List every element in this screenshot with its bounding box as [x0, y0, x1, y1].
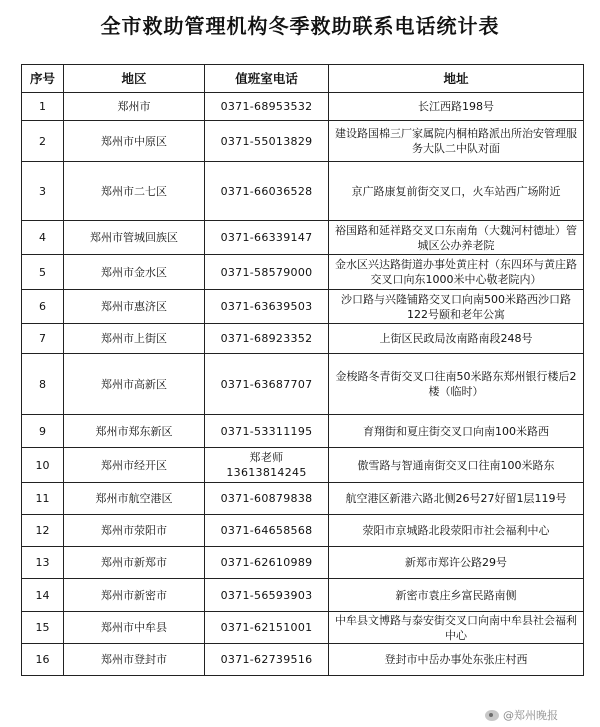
table-row — [22, 644, 584, 676]
row-phone: 0371-63639503 — [205, 290, 329, 324]
watermark-text: @郑州晚报 — [503, 709, 558, 722]
table-row — [22, 324, 584, 354]
row-number: 10 — [22, 448, 64, 483]
row-phone: 0371-62610989 — [205, 547, 329, 579]
page-title: 全市救助管理机构冬季救助联系电话统计表 — [100, 14, 500, 38]
row-number: 3 — [22, 162, 64, 221]
row-region: 郑州市经开区 — [64, 448, 205, 483]
table-row — [22, 483, 584, 515]
row-phone: 0371-62739516 — [205, 644, 329, 676]
table-row — [22, 448, 584, 483]
row-region: 郑州市航空港区 — [64, 483, 205, 515]
row-phone: 0371-55013829 — [205, 121, 329, 162]
row-address: 新密市袁庄乡富民路南侧 — [329, 579, 584, 612]
weibo-icon — [485, 710, 499, 721]
row-phone: 0371-58579000 — [205, 255, 329, 290]
row-number: 13 — [22, 547, 64, 579]
row-number: 12 — [22, 515, 64, 547]
row-number: 14 — [22, 579, 64, 612]
row-number: 16 — [22, 644, 64, 676]
row-address: 航空港区新港六路北侧26号27好留1层119号 — [329, 483, 584, 515]
row-region: 郑州市郑东新区 — [64, 415, 205, 448]
table-row — [22, 221, 584, 255]
row-region: 郑州市荥阳市 — [64, 515, 205, 547]
row-phone: 0371-53311195 — [205, 415, 329, 448]
row-number: 15 — [22, 612, 64, 644]
row-address: 荥阳市京城路北段荥阳市社会福利中心 — [329, 515, 584, 547]
row-number: 9 — [22, 415, 64, 448]
row-region: 郑州市新密市 — [64, 579, 205, 612]
row-address: 育翔街和夏庄街交叉口向南100米路西 — [329, 415, 584, 448]
row-region: 郑州市管城回族区 — [64, 221, 205, 255]
row-address: 新郑市郑许公路29号 — [329, 547, 584, 579]
table-row — [22, 255, 584, 290]
row-number: 11 — [22, 483, 64, 515]
row-address: 中牟县文博路与泰安街交叉口向南中牟县社会福利中心 — [329, 612, 584, 644]
row-address: 建设路国棉三厂家属院内桐柏路派出所治安管理服务大队二中队对面 — [329, 121, 584, 162]
row-phone: 0371-63687707 — [205, 354, 329, 415]
row-phone: 0371-64658568 — [205, 515, 329, 547]
table-header-row — [22, 65, 584, 93]
table-row — [22, 415, 584, 448]
row-number: 4 — [22, 221, 64, 255]
row-number: 7 — [22, 324, 64, 354]
table-row — [22, 354, 584, 415]
row-address: 登封市中岳办事处东张庄村西 — [329, 644, 584, 676]
contact-table — [21, 64, 584, 676]
row-phone: 13613814245 — [226, 466, 307, 479]
table-row — [22, 515, 584, 547]
row-number: 6 — [22, 290, 64, 324]
row-region: 郑州市高新区 — [64, 354, 205, 415]
table-row — [22, 121, 584, 162]
row-region: 郑州市中牟县 — [64, 612, 205, 644]
row-address: 京广路康复前街交叉口，火车站西广场附近 — [329, 162, 584, 221]
row-address: 长江西路198号 — [329, 93, 584, 121]
row-region: 郑州市 — [64, 93, 205, 121]
watermark — [485, 707, 558, 723]
table-row — [22, 93, 584, 121]
row-contact-name: 郑老师 — [249, 451, 284, 464]
row-phone: 0371-56593903 — [205, 579, 329, 612]
row-address: 沙口路与兴隆铺路交叉口向南500米路西沙口路122号颐和老年公寓 — [329, 290, 584, 324]
header-number: 序号 — [22, 65, 64, 93]
row-region: 郑州市二七区 — [64, 162, 205, 221]
table-row — [22, 547, 584, 579]
row-number: 8 — [22, 354, 64, 415]
row-region: 郑州市惠济区 — [64, 290, 205, 324]
row-phone: 0371-68953532 — [205, 93, 329, 121]
row-address: 裕国路和延祥路交叉口东南角（大魏河村德址）管城区公办养老院 — [329, 221, 584, 255]
row-region: 郑州市新郑市 — [64, 547, 205, 579]
row-phone: 0371-66036528 — [205, 162, 329, 221]
row-phone: 0371-66339147 — [205, 221, 329, 255]
row-region: 郑州市中原区 — [64, 121, 205, 162]
row-address: 金水区兴达路街道办事处黄庄村（东四环与黄庄路交叉口向东1000米中心敬老院内） — [329, 255, 584, 290]
row-phone-cell — [205, 448, 329, 483]
row-address: 上街区民政局汝南路南段248号 — [329, 324, 584, 354]
row-number: 2 — [22, 121, 64, 162]
row-phone: 0371-60879838 — [205, 483, 329, 515]
row-number: 5 — [22, 255, 64, 290]
header-phone: 值班室电话 — [205, 65, 329, 93]
row-number: 1 — [22, 93, 64, 121]
header-region: 地区 — [64, 65, 205, 93]
table-row — [22, 579, 584, 612]
row-phone: 0371-62151001 — [205, 612, 329, 644]
row-address: 金梭路冬青街交叉口往南50米路东郑州银行楼后2楼（临时） — [329, 354, 584, 415]
row-address: 傲雪路与智通南街交叉口往南100米路东 — [329, 448, 584, 483]
header-address: 地址 — [329, 65, 584, 93]
table-row — [22, 290, 584, 324]
table-row — [22, 612, 584, 644]
row-phone: 0371-68923352 — [205, 324, 329, 354]
row-region: 郑州市上街区 — [64, 324, 205, 354]
table-row — [22, 162, 584, 221]
row-region: 郑州市登封市 — [64, 644, 205, 676]
row-region: 郑州市金水区 — [64, 255, 205, 290]
